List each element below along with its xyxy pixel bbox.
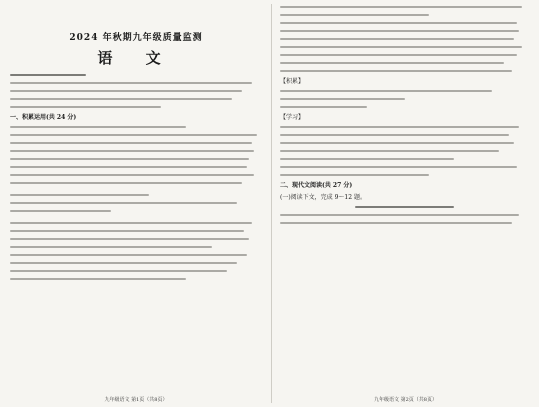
text-line [280, 62, 504, 64]
text-line [10, 98, 232, 100]
text-line [280, 14, 429, 16]
text-line [10, 106, 161, 108]
text-line [280, 30, 519, 32]
text-line [10, 230, 244, 232]
text-line [10, 90, 242, 92]
text-line [280, 22, 517, 24]
text-line [280, 90, 492, 92]
text-line [10, 194, 149, 196]
text-line [280, 106, 367, 108]
text-line [10, 262, 237, 264]
section-tag-1: 【积累】 [280, 78, 305, 85]
text-line [280, 174, 429, 176]
text-line [280, 214, 519, 216]
text-line [10, 182, 242, 184]
text-line [280, 222, 512, 224]
text-line [10, 222, 252, 224]
page-footer-right: 九年级语文 第2页（共8页） [374, 397, 437, 403]
text-line [280, 142, 514, 144]
text-line [280, 70, 512, 72]
text-line [10, 74, 86, 76]
text-line [280, 158, 454, 160]
text-line [280, 98, 405, 100]
text-line [280, 166, 517, 168]
text-line [10, 202, 237, 204]
text-line [280, 134, 509, 136]
text-line [10, 150, 254, 152]
article-title-line [355, 206, 455, 208]
right-page [272, 0, 539, 407]
text-line [280, 54, 517, 56]
text-line [10, 270, 227, 272]
section-heading-one: 一、积累运用(共 24 分) [10, 114, 77, 121]
page-footer-left: 九年级语文 第1页（共8页） [104, 397, 168, 403]
text-line [10, 134, 257, 136]
text-line [10, 142, 252, 144]
text-line [10, 174, 254, 176]
exam-title: 2024 年秋期九年级质量监测 [69, 33, 203, 43]
text-line [10, 158, 249, 160]
text-line [10, 82, 252, 84]
text-line [10, 278, 186, 280]
section-heading-two: 二、现代文阅读(共 27 分) [280, 182, 353, 189]
text-line [10, 166, 247, 168]
sub-section-heading: (一)阅读下文，完成 9～12 题。 [280, 194, 366, 201]
text-line [10, 246, 212, 248]
text-line [10, 210, 111, 212]
text-line [10, 254, 247, 256]
text-line [280, 126, 519, 128]
subject-title: 语 文 [97, 49, 175, 67]
text-line [280, 150, 499, 152]
text-line [10, 126, 186, 128]
text-line [280, 38, 514, 40]
section-tag-2: 【学习】 [280, 114, 305, 121]
text-line [280, 46, 522, 48]
text-line [10, 238, 249, 240]
text-line [280, 6, 522, 8]
